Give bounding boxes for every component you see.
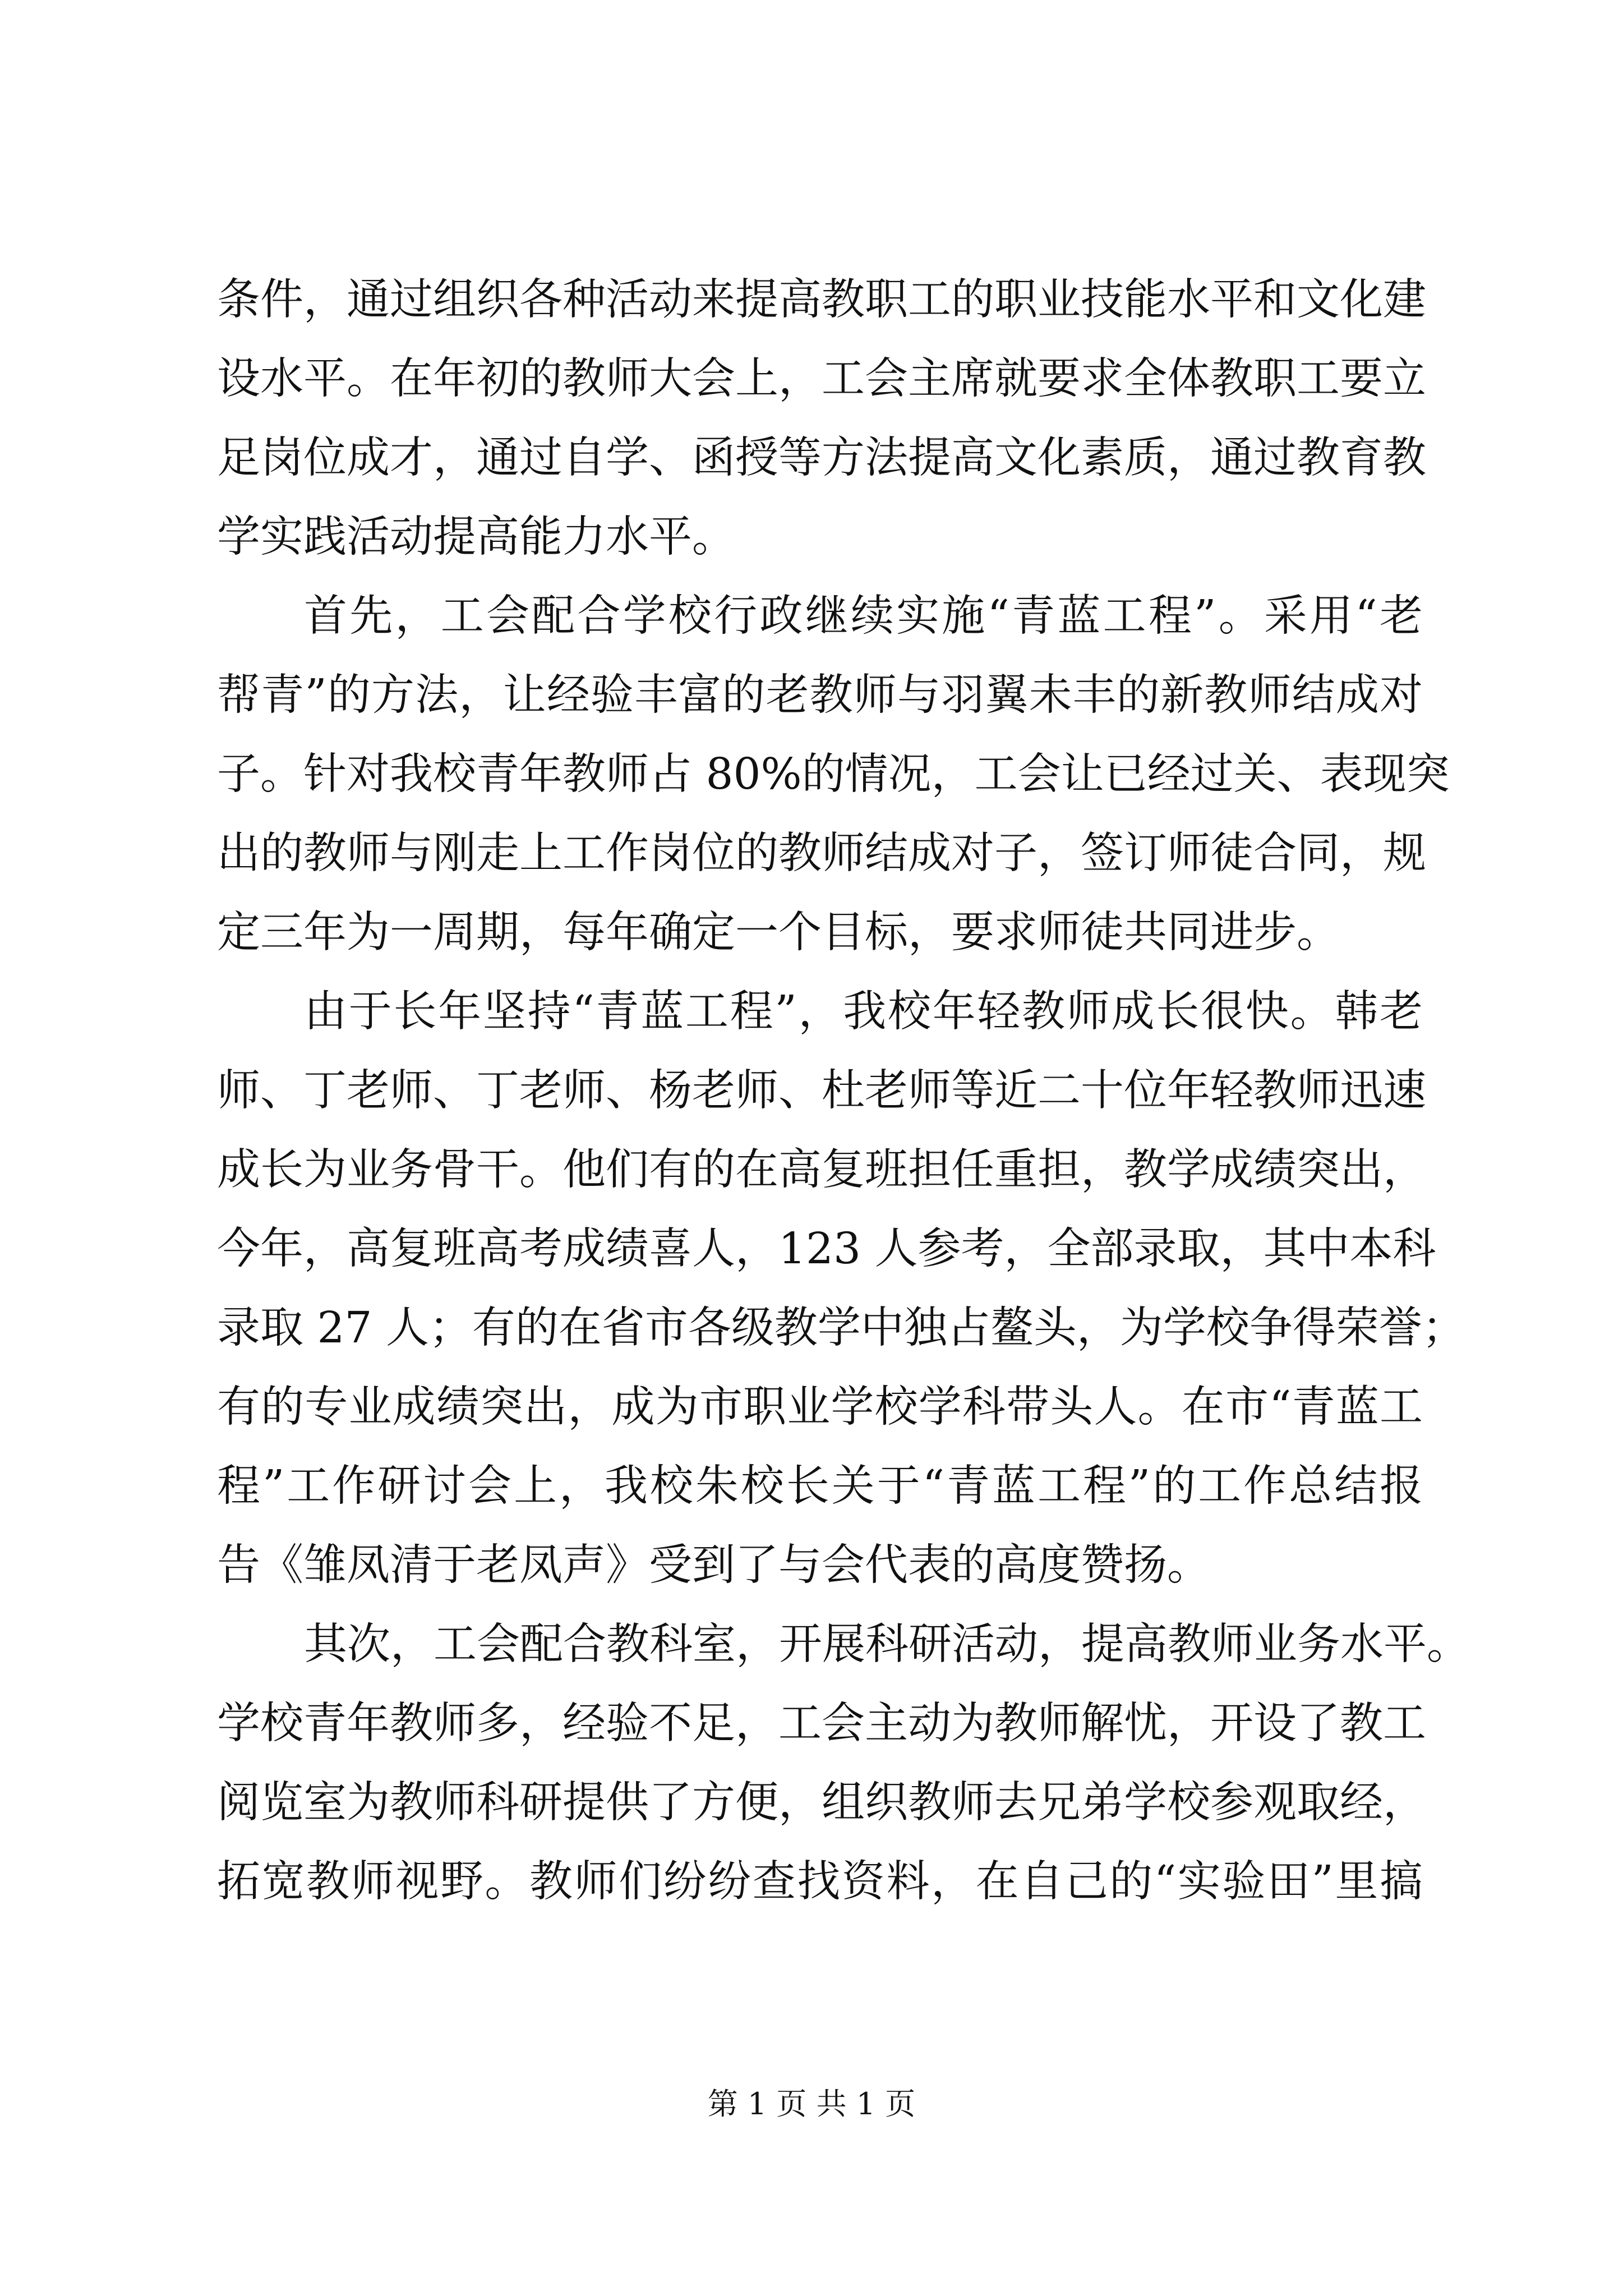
text-line-8: 出的教师与刚走上工作岗位的教师结成对子，签订师徒合同，规 (217, 829, 1426, 878)
text-line-16: 程”工作研讨会上，我校朱校长关于“青蓝工程”的工作总结报 (217, 1461, 1423, 1511)
text-line-20: 阅览室为教师科研提供了方便，组织教师去兄弟学校参观取经， (217, 1778, 1426, 1828)
text-line-2: 设水平。在年初的教师大会上，工会主席就要求全体教职工要立 (217, 354, 1426, 404)
text-line-1: 条件，通过组织各种活动来提高教职工的职业技能水平和文化建 (217, 275, 1426, 325)
text-line-12: 成长为业务骨干。他们有的在高复班担任重担，教学成绩突出， (217, 1145, 1426, 1195)
text-line-11: 师、丁老师、丁老师、杨老师、杜老师等近二十位年轻教师迅速 (217, 1066, 1426, 1116)
paragraph-first-line: 首先，工会配合学校行政继续实施“青蓝工程”。采用“老 (304, 591, 1423, 641)
text-line-4: 学实践活动提高能力水平。 (217, 512, 735, 562)
text-line-9: 定三年为一周期，每年确定一个目标，要求师徒共同进步。 (217, 908, 1340, 958)
text-line-13: 今年，高复班高考成绩喜人，123 人参考，全部录取，其中本科 (217, 1224, 1436, 1274)
paragraph-first-line: 由于长年坚持“青蓝工程”，我校年轻教师成长很快。韩老 (304, 987, 1423, 1037)
page-number-footer: 第 1 页 共 1 页 (707, 2086, 916, 2122)
text-line-6: 帮青”的方法，让经验丰富的老教师与羽翼未丰的新教师结成对 (217, 670, 1423, 720)
text-line-15: 有的专业成绩突出，成为市职业学校学科带头人。在市“青蓝工 (217, 1382, 1423, 1432)
text-line-19: 学校青年教师多，经验不足，工会主动为教师解忧，开设了教工 (217, 1699, 1426, 1749)
text-line-7: 子。针对我校青年教师占 80%的情况，工会让已经过关、表现突 (217, 749, 1450, 799)
text-line-3: 足岗位成才，通过自学、函授等方法提高文化素质，通过教育教 (217, 433, 1426, 483)
text-line-17: 告《雏凤清于老凤声》受到了与会代表的高度赞扬。 (217, 1540, 1210, 1590)
paragraph-first-line: 其次，工会配合教科室，开展科研活动，提高教师业务水平。 (304, 1619, 1470, 1669)
text-line-21: 拓宽教师视野。教师们纷纷查找资料，在自己的“实验田”里搞 (217, 1857, 1423, 1907)
text-line-14: 录取 27 人；有的在省市各级教学中独占鳌头，为学校争得荣誉； (217, 1303, 1465, 1353)
